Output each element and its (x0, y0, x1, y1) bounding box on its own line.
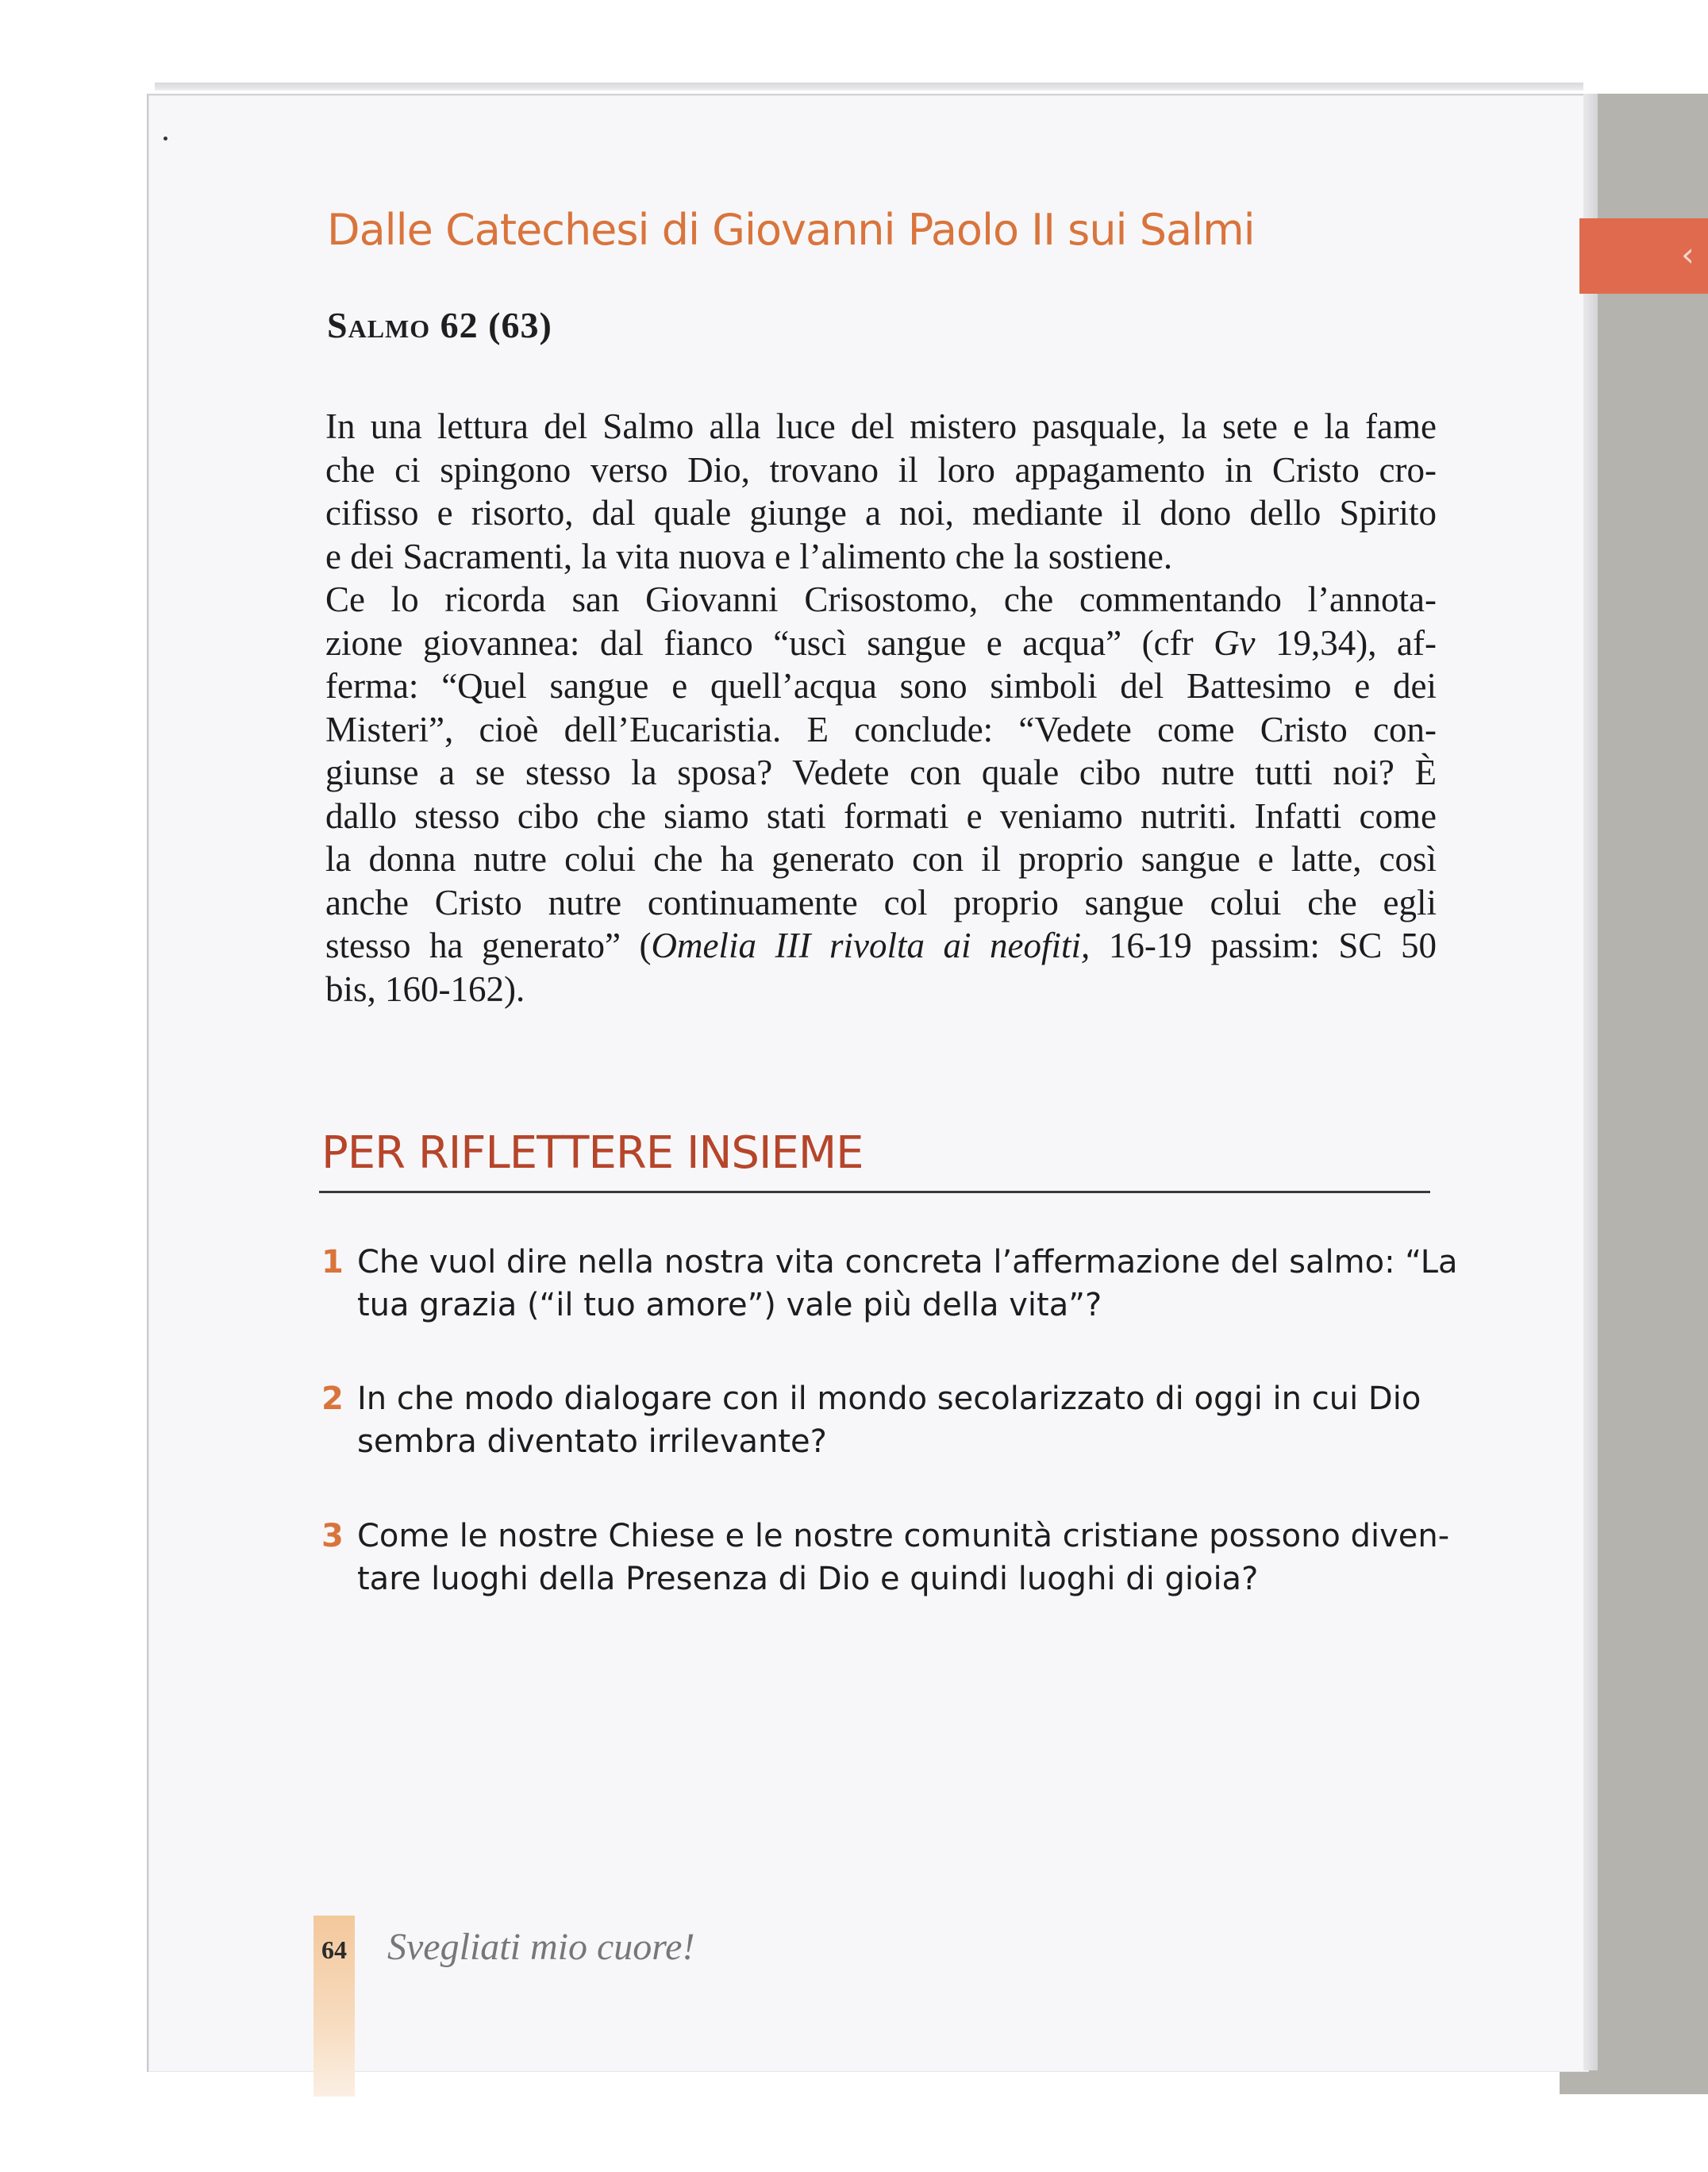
body-line: In una lettura del Salmo alla luce del mistero pasquale, la sete e la fame (325, 406, 1437, 446)
psalm-title: Salmo 62 (63) (327, 305, 552, 345)
question-line: sembra diventato irrilevante? (357, 1423, 827, 1460)
body-line: Misteri”, cioè dell’Eucaristia. E conclude: “Vedete come Cristo con- (325, 709, 1437, 749)
question-number: 1 (321, 1244, 344, 1280)
running-title: Svegliati mio cuore! (387, 1926, 695, 1968)
body-line: anche Cristo nutre continuamente col proprio sangue colui che egli (325, 882, 1437, 922)
question-line: In che modo dialogare con il mondo secolarizzato di oggi in cui Dio (357, 1381, 1421, 1417)
body-line: ferma: “Quel sangue e quell’acqua sono simboli del Battesimo e dei (325, 666, 1437, 706)
question-text (357, 1515, 1450, 1600)
body-line-part: zione giovannea: dal fianco “uscì sangue e acqua” (cfr (325, 622, 1214, 663)
question-text (357, 1241, 1458, 1327)
page-number: 64 (321, 1935, 347, 1964)
body-line (325, 622, 1437, 665)
question-line: tare luoghi della Presenza di Dio e quindi luoghi di gioia? (357, 1561, 1259, 1597)
body-line: la donna nutre colui che ha generato con il proprio sangue e latte, così (325, 839, 1437, 879)
citation-title: Omelia III rivolta ai neofiti, (651, 926, 1091, 965)
book-page (147, 94, 1589, 2072)
question-line: tua grazia (“il tuo amore”) vale più della vita”? (357, 1287, 1102, 1323)
body-line: giunse a se stesso la sposa? Vedete con quale cibo nutre tutti noi? È (325, 753, 1437, 792)
body-line: e dei Sacramenti, la vita nuova e l’alimento che la sostiene. (325, 536, 1173, 576)
question-number: 2 (321, 1381, 344, 1417)
page-edge (155, 83, 1583, 90)
question-line: Come le nostre Chiese e le nostre comunità cristiane possono diven- (357, 1518, 1450, 1554)
reflection-heading: PER RIFLETTERE INSIEME (321, 1127, 864, 1179)
heading-divider (319, 1191, 1430, 1193)
body-line: bis, 160-162). (325, 969, 525, 1009)
question-line: Che vuol dire nella nostra vita concreta l’affermazione del salmo: “La (357, 1244, 1458, 1280)
body-line: che ci spingono verso Dio, trovano il loro appagamento in Cristo cro- (325, 449, 1437, 490)
body-text (325, 405, 1437, 1011)
question-number: 3 (321, 1518, 344, 1554)
body-line-part: stesso ha generato” ( (325, 926, 652, 965)
body-line: dallo stesso cibo che siamo stati formati e veniamo nutriti. Infatti come (325, 795, 1437, 836)
body-line-part: 19,34), af- (1255, 622, 1437, 663)
gospel-reference: Gv (1214, 622, 1256, 663)
page-gutter (1583, 94, 1598, 2070)
scan-speck (163, 137, 167, 141)
chevron-left-icon: ‹ (1681, 235, 1695, 274)
body-line (325, 924, 1437, 968)
section-title: Dalle Catechesi di Giovanni Paolo II sui Salmi (327, 205, 1255, 255)
body-line-part: 16-19 passim: SC 50 (1090, 926, 1437, 965)
body-line: cifisso e risorto, dal quale giunge a noi, mediante il dono dello Spirito (325, 493, 1437, 533)
body-line: Ce lo ricorda san Giovanni Crisostomo, che commentando l’annota- (325, 580, 1437, 619)
question-text (357, 1377, 1441, 1463)
